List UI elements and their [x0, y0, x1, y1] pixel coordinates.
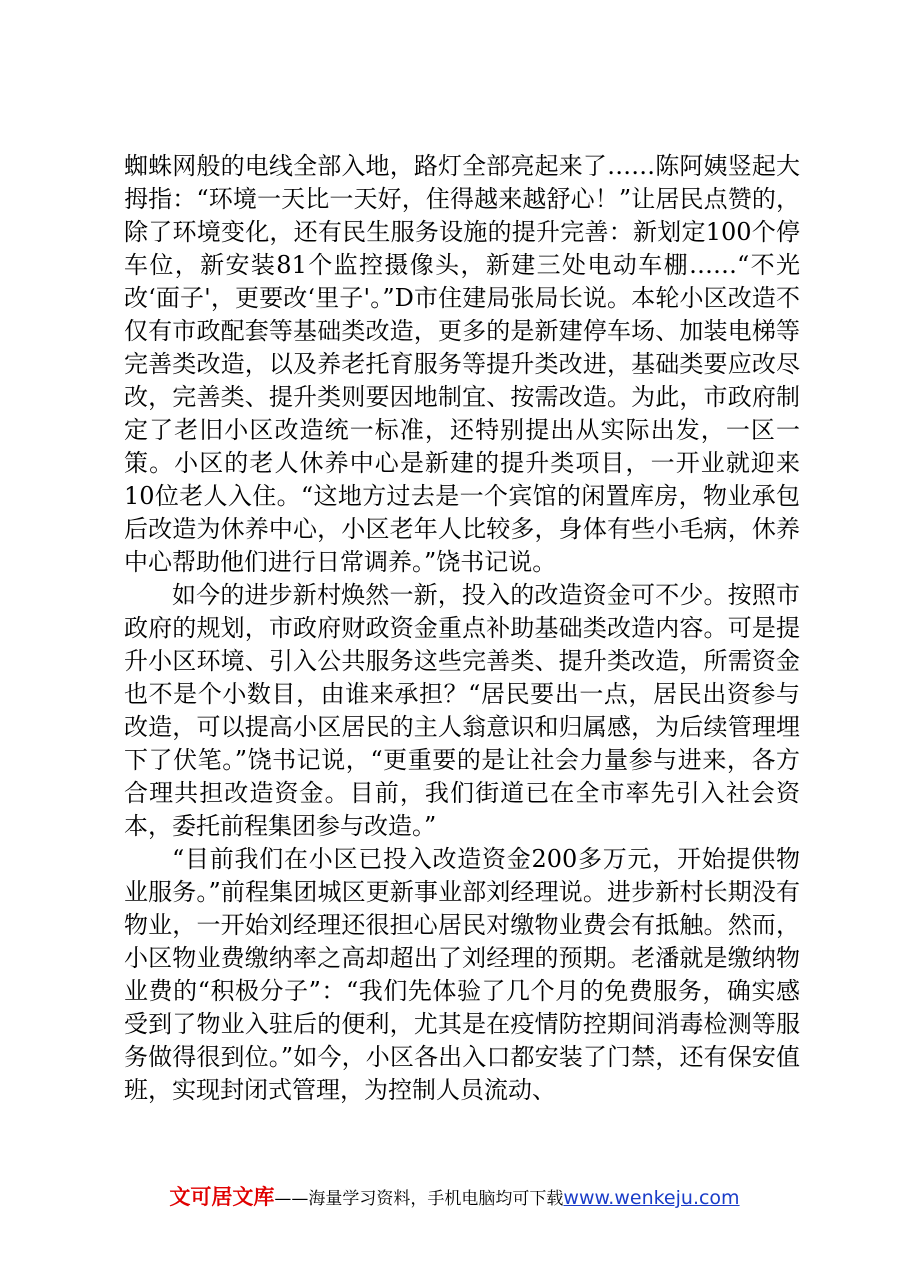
footer-site-link[interactable]: www.wenkeju.com [563, 1187, 740, 1209]
paragraph-3: “目前我们在小区已投入改造资金200多万元，开始提供物业服务。”前程集团城区更新事业部刘经理说。进步新村长期没有物业，一开始刘经理还很担心居民对缴物业费会有抵触。然而，小区物业费缴纳率之高却超出了刘经理的预期。老潘就是缴纳物业费的“积极分子”：“我们先体验了几个月的免费服务，确实感受到了物业入驻后的便利，尤其是在疫情防控期间消毒检测等服务做得很到位。”如今，小区各出入口都安装了门禁，还有保安值班，实现封闭式管理，为控制人员流动、 [124, 845, 800, 1104]
footer-brand: 文可居文库 [169, 1185, 275, 1209]
paragraph-2: 如今的进步新村焕然一新，投入的改造资金可不少。按照市政府的规划，市政府财政资金重点补助基础类改造内容。可是提升小区环境、引入公共服务这些完善类、提升类改造，所需资金也不是个小数目，由谁来承担？“居民要出一点，居民出资参与改造，可以提高小区居民的主人翁意识和归属感，为后续管理埋下了伏笔。”饶书记说，“更重要的是让社会力量参与进来，各方合理共担改造资金。目前，我们街道已在全市率先引入社会资本，委托前程集团参与改造。” [124, 581, 800, 840]
paragraph-1: 蜘蛛网般的电线全部入地，路灯全部亮起来了……陈阿姨竖起大拇指：“环境一天比一天好，住得越来越舒心！”让居民点赞的，除了环境变化，还有民生服务设施的提升完善：新划定100个停车位，新安装81个监控摄像头，新建三处电动车棚……“不光改‘面子'，更要改‘里子'。”D市住建局张局长说。本轮小区改造不仅有市政配套等基础类改造，更多的是新建停车场、加装电梯等完善类改造，以及养老托育服务等提升类改进，基础类要应改尽改，完善类、提升类则要因地制宜、按需改造。为此，市政府制定了老旧小区改造统一标准，还特别提出从实际出发，一区一策。小区的老人休养中心是新建的提升类项目，一开业就迎来10位老人入住。“这地方过去是一个宾馆的闲置库房，物业承包后改造为休养中心，小区老年人比较多，身体有些小毛病，休养中心帮助他们进行日常调养。”饶书记说。 [124, 152, 800, 576]
footer-slogan: ——海量学习资料，手机电脑均可下载 [274, 1189, 564, 1209]
document-body [124, 150, 800, 1107]
footer-banner [0, 1181, 909, 1211]
